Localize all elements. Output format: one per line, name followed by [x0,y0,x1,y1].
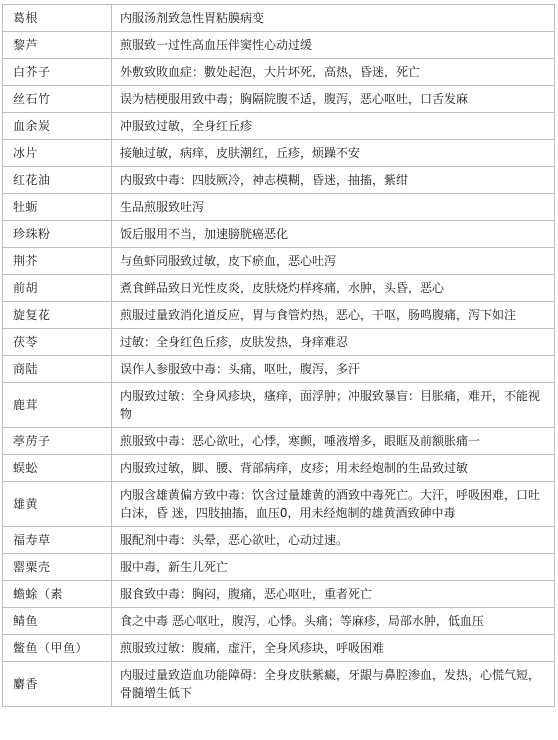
adverse-reaction-cell: 内服致过敏：全身风疹块，瘙痒，面浮肿；冲服致暴盲：目胀痛，难开，不能视物 [112,383,555,428]
adverse-reaction-cell: 与鱼虾同服致过敏，皮下瘀血，恶心吐泻 [112,248,555,275]
herb-name-cell: 商陆 [3,356,112,383]
adverse-reaction-cell: 内服含雄黄偏方致中毒：饮含过量雄黄的酒致中毒死亡。大汗，呼吸困难，口吐白沫，昏 迷，四肢抽搐，血压0，用未经炮制的雄黄酒致砷中毒 [112,482,555,527]
adverse-reaction-cell: 服食致中毒：胸闷，腹痛，恶心呕吐，重者死亡 [112,581,555,608]
herb-name-cell: 福寿草 [3,527,112,554]
table-row [3,86,555,113]
table-row [3,554,555,581]
content-area [2,4,555,707]
table-row [3,140,555,167]
adverse-reaction-cell: 内服汤剂致急性胃粘膜病变 [112,5,555,32]
herb-name-cell: 珍珠粉 [3,221,112,248]
table-row [3,221,555,248]
table-row [3,113,555,140]
herb-name-cell: 鹿茸 [3,383,112,428]
herb-name-cell: 牡蛎 [3,194,112,221]
toxicity-table [2,4,555,707]
adverse-reaction-cell: 误作人参服致中毒：头痛，呕吐，腹泻，多汗 [112,356,555,383]
adverse-reaction-cell: 接触过敏，病痒，皮肤潮红，丘疹，烦躁不安 [112,140,555,167]
adverse-reaction-cell: 内服致过敏，脚、腰、背部病痒，皮疹；用未经炮制的生品致过敏 [112,455,555,482]
herb-name-cell: 旋复花 [3,302,112,329]
herb-name-cell: 葛根 [3,5,112,32]
herb-name-cell: 蟾蜍（素 [3,581,112,608]
herb-name-cell: 麝香 [3,662,112,707]
herb-name-cell: 白芥子 [3,59,112,86]
herb-name-cell: 丝石竹 [3,86,112,113]
table-row [3,59,555,86]
table-row [3,329,555,356]
table-row [3,428,555,455]
adverse-reaction-cell: 内服过量致造血功能障碍：全身皮肤紫癜，牙龈与鼻腔渗血，发热，心慌气短，骨髓增生低下 [112,662,555,707]
table-row [3,581,555,608]
adverse-reaction-cell: 煎服过量致消化道反应，胃与食管灼热，恶心，干呕，肠鸣腹痛，泻下如注 [112,302,555,329]
adverse-reaction-cell: 内服致中毒：四肢厥冷，神志模糊，昏迷，抽搐，紫绀 [112,167,555,194]
table-row [3,194,555,221]
adverse-reaction-cell: 冲服致过敏，全身红丘疹 [112,113,555,140]
herb-name-cell: 血余炭 [3,113,112,140]
table-row [3,302,555,329]
herb-name-cell: 红花油 [3,167,112,194]
herb-name-cell: 荆芥 [3,248,112,275]
table-row [3,248,555,275]
adverse-reaction-cell: 误为桔梗服用致中毒；胸隔院腹不适，腹泻，恶心呕吐，口舌发麻 [112,86,555,113]
herb-name-cell: 雄黄 [3,482,112,527]
herb-name-cell: 鲭鱼 [3,608,112,635]
adverse-reaction-cell: 生品煎服致吐泻 [112,194,555,221]
table-row [3,527,555,554]
adverse-reaction-cell: 煎服致过敏：腹痛，虚汗，全身风疹块，呼吸困难 [112,635,555,662]
table-row [3,383,555,428]
table-body [3,5,555,707]
adverse-reaction-cell: 外敷致敗血症：數处起泡，大片坏死，高热，昏迷，死亡 [112,59,555,86]
adverse-reaction-cell: 食之中毒 恶心呕吐，腹泻，心悸。头痛；等麻疹，局部水肿，低血压 [112,608,555,635]
herb-name-cell: 鳖鱼（甲鱼） [3,635,112,662]
table-row [3,482,555,527]
adverse-reaction-cell: 服中毒，新生儿死亡 [112,554,555,581]
table-row [3,5,555,32]
adverse-reaction-cell: 煎服致一过性高血压伴窦性心动过缓 [112,32,555,59]
herb-name-cell: 前胡 [3,275,112,302]
table-row [3,635,555,662]
table-row [3,455,555,482]
table-row [3,275,555,302]
table-row [3,356,555,383]
herb-name-cell: 黎芦 [3,32,112,59]
herb-name-cell: 茯苓 [3,329,112,356]
herb-name-cell: 罂粟壳 [3,554,112,581]
adverse-reaction-cell: 过敏：全身红色丘疹，皮肤发热，身痒难忍 [112,329,555,356]
table-row [3,608,555,635]
adverse-reaction-cell: 煮食鲜品致日光性皮炎，皮肤烧灼样疼痛，水肿，头昏，恶心 [112,275,555,302]
adverse-reaction-cell: 煎服致中毒：恶心欲吐，心悸，寒颤，唾液增多，眼眶及前额胀痛一 [112,428,555,455]
herb-name-cell: 蜈蚣 [3,455,112,482]
herb-name-cell: 冰片 [3,140,112,167]
table-row [3,167,555,194]
adverse-reaction-cell: 服配剂中毒：头晕，恶心欲吐，心动过速。 [112,527,555,554]
table-row [3,662,555,707]
table-row [3,32,555,59]
herb-name-cell: 葶苈子 [3,428,112,455]
adverse-reaction-cell: 饭后服用不当，加速膀胱癌恶化 [112,221,555,248]
